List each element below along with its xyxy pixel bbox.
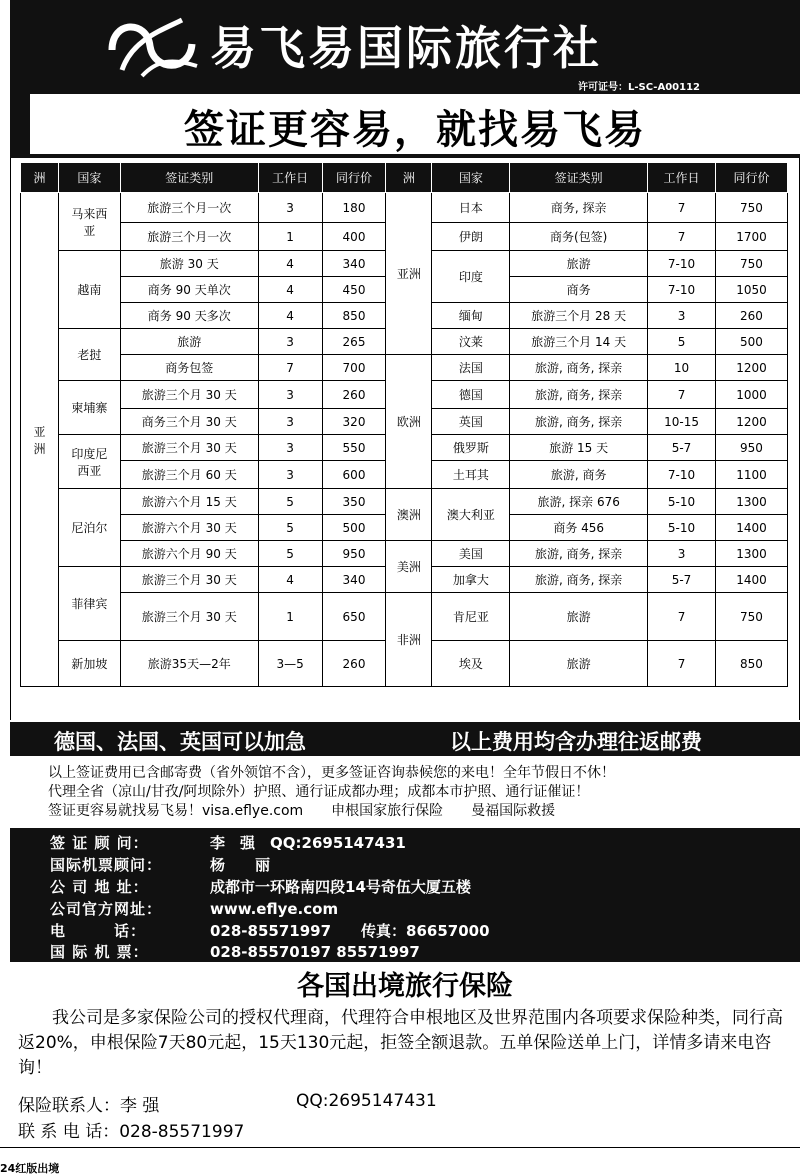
header-cell: 洲 [386, 163, 432, 193]
price-cell: 1300 [715, 541, 787, 567]
workdays-cell: 10 [648, 355, 716, 381]
visa-type-cell: 旅游35天—2年 [120, 641, 258, 687]
visa-type-cell: 旅游三个月 30 天 [120, 435, 258, 461]
workdays-cell: 5-7 [648, 435, 716, 461]
continent-cell: 美洲 [386, 541, 432, 593]
note-line: 代理全省（凉山/甘孜/阿坝除外）护照、通行证成都办理；成都本市护照、通行证催证！ [48, 784, 590, 800]
table-row [21, 541, 788, 567]
price-cell: 400 [322, 223, 386, 251]
workdays-cell: 7-10 [648, 461, 716, 489]
country-cell: 肯尼亚 [432, 593, 510, 641]
price-cell: 950 [715, 435, 787, 461]
workdays-cell: 5 [258, 489, 322, 515]
contact-row [50, 876, 471, 897]
price-cell: 450 [322, 277, 386, 303]
price-cell: 550 [322, 435, 386, 461]
country-cell: 马来西 亚 [58, 193, 120, 251]
contact-value: 028-85571997 传真：86657000 [210, 922, 490, 940]
country-cell: 菲律宾 [58, 567, 120, 641]
workdays-cell: 7 [648, 381, 716, 409]
workdays-cell: 3 [648, 303, 716, 329]
visa-type-cell: 旅游 30 天 [120, 251, 258, 277]
workdays-cell: 3 [258, 409, 322, 435]
workdays-cell: 10-15 [648, 409, 716, 435]
table-row [21, 593, 788, 641]
continent-cell: 欧洲 [386, 355, 432, 489]
contact-panel [10, 828, 800, 962]
country-cell: 印度尼 西亚 [58, 435, 120, 489]
visa-type-cell: 商务 456 [510, 515, 648, 541]
price-cell: 1300 [715, 489, 787, 515]
visa-type-cell: 旅游, 商务, 探亲 [510, 381, 648, 409]
continent-cell: 非洲 [386, 593, 432, 687]
workdays-cell: 5 [258, 541, 322, 567]
price-cell: 750 [715, 193, 787, 223]
header-cell: 工作日 [258, 163, 322, 193]
header-cell: 同行价 [322, 163, 386, 193]
visa-type-cell: 旅游, 商务, 探亲 [510, 567, 648, 593]
visa-type-cell: 商务 [510, 277, 648, 303]
workdays-cell: 7-10 [648, 251, 716, 277]
visa-type-cell: 旅游 [120, 329, 258, 355]
slogan: 签证更容易，就找易飞易 [184, 107, 646, 153]
contact-label: 电 话： [50, 922, 147, 940]
visa-type-cell: 旅游三个月 60 天 [120, 461, 258, 489]
price-cell: 700 [322, 355, 386, 381]
insurance-phone: 联 系 电 话：028-85571997 [18, 1122, 245, 1142]
price-cell: 340 [322, 567, 386, 593]
price-cell: 340 [322, 251, 386, 277]
table-row [21, 489, 788, 515]
visa-type-cell: 旅游, 商务, 探亲 [510, 355, 648, 381]
price-cell: 1400 [715, 567, 787, 593]
country-cell: 老挝 [58, 329, 120, 381]
contact-value: 028-85570197 85571997 [210, 943, 420, 961]
note-line: 以上签证费用已含邮寄费（省外领馆不含），更多签证咨询恭候您的来电！全年节假日不休！ [48, 765, 615, 781]
price-cell: 320 [322, 409, 386, 435]
visa-type-cell: 旅游六个月 90 天 [120, 541, 258, 567]
price-cell: 1000 [715, 381, 787, 409]
country-cell: 德国 [432, 381, 510, 409]
workdays-cell: 3 [258, 381, 322, 409]
visa-type-cell: 旅游, 商务, 探亲 [510, 409, 648, 435]
workdays-cell: 7-10 [648, 277, 716, 303]
workdays-cell: 4 [258, 303, 322, 329]
visa-type-cell: 旅游三个月一次 [120, 193, 258, 223]
country-cell: 英国 [432, 409, 510, 435]
contact-row [50, 920, 490, 941]
header-cell: 签证类别 [120, 163, 258, 193]
visa-type-cell: 旅游三个月 30 天 [120, 567, 258, 593]
visa-type-cell: 旅游 [510, 251, 648, 277]
contact-label: 公 司 地 址： [50, 878, 149, 896]
workdays-cell: 5 [648, 329, 716, 355]
price-cell: 650 [322, 593, 386, 641]
workdays-cell: 5-7 [648, 567, 716, 593]
contact-value: 成都市一环路南四段14号奇伍大厦五楼 [210, 878, 471, 896]
visa-type-cell: 旅游三个月 30 天 [120, 381, 258, 409]
price-cell: 260 [322, 381, 386, 409]
workdays-cell: 3 [648, 541, 716, 567]
workdays-cell: 3—5 [258, 641, 322, 687]
workdays-cell: 7 [258, 355, 322, 381]
country-cell: 土耳其 [432, 461, 510, 489]
insurance-title: 各国出境旅行保险 [297, 971, 513, 1002]
visa-type-cell: 商务 90 天多次 [120, 303, 258, 329]
price-cell: 750 [715, 251, 787, 277]
visa-type-cell: 旅游 [510, 593, 648, 641]
price-cell: 850 [322, 303, 386, 329]
visa-type-cell: 商务包签 [120, 355, 258, 381]
visa-type-cell: 商务, 探亲 [510, 193, 648, 223]
country-cell: 法国 [432, 355, 510, 381]
price-cell: 500 [322, 515, 386, 541]
country-cell: 缅甸 [432, 303, 510, 329]
insurance-text: 我公司是多家保险公司的授权代理商，代理符合申根地区及世界范围内各项要求保险种类，同行高返20%，申根保险7天80元起，15天130元起，拒签全额退款。五单保险送单上门，详情多请来电咨询！ [18, 1008, 783, 1078]
license-number: 许可证号：L-SC-A00112 [578, 82, 700, 93]
contact-row [50, 854, 270, 875]
insurance-contact: 保险联系人：李 强 [18, 1096, 160, 1116]
visa-type-cell: 旅游, 商务 [510, 461, 648, 489]
visa-type-cell: 旅游, 商务, 探亲 [510, 541, 648, 567]
country-cell: 伊朗 [432, 223, 510, 251]
visa-price-table [20, 162, 788, 687]
price-cell: 260 [322, 641, 386, 687]
workdays-cell: 1 [258, 593, 322, 641]
contact-value: 杨 丽 [210, 856, 271, 874]
price-cell: 260 [715, 303, 787, 329]
continent-cell: 亚洲 [386, 193, 432, 355]
visa-type-cell: 旅游三个月 30 天 [120, 593, 258, 641]
price-cell: 180 [322, 193, 386, 223]
continent-cell: 澳洲 [386, 489, 432, 541]
price-cell: 1050 [715, 277, 787, 303]
workdays-cell: 3 [258, 461, 322, 489]
visa-type-cell: 旅游三个月 28 天 [510, 303, 648, 329]
table-header-row [21, 163, 788, 193]
contact-label: 国 际 机 票： [50, 943, 149, 961]
workdays-cell: 7 [648, 593, 716, 641]
price-cell: 600 [322, 461, 386, 489]
country-cell: 印度 [432, 251, 510, 303]
table-row [21, 193, 788, 223]
visa-type-cell: 旅游六个月 30 天 [120, 515, 258, 541]
country-cell: 尼泊尔 [58, 489, 120, 567]
country-cell: 美国 [432, 541, 510, 567]
contact-value: www.eflye.com [210, 900, 339, 918]
page-tag: 24红版出境 [0, 1162, 60, 1175]
header-cell: 签证类别 [510, 163, 648, 193]
contact-row [50, 941, 420, 962]
contact-label: 签 证 顾 问： [50, 834, 149, 852]
workdays-cell: 5 [258, 515, 322, 541]
visa-type-cell: 旅游 15 天 [510, 435, 648, 461]
country-cell: 澳大利亚 [432, 489, 510, 541]
price-cell: 1200 [715, 355, 787, 381]
workdays-cell: 3 [258, 329, 322, 355]
workdays-cell: 7 [648, 641, 716, 687]
price-cell: 750 [715, 593, 787, 641]
header-banner [10, 0, 800, 158]
country-cell: 越南 [58, 251, 120, 329]
insurance-body [18, 1006, 798, 1081]
contact-value: 李 强 QQ:2695147431 [210, 834, 406, 852]
table-row [21, 355, 788, 381]
note-line: 签证更容易就找易飞易！visa.eflye.com 申根国家旅行保险 曼福国际救援 [48, 803, 556, 819]
workdays-cell: 7 [648, 193, 716, 223]
header-cell: 国家 [432, 163, 510, 193]
workdays-cell: 3 [258, 193, 322, 223]
price-cell: 500 [715, 329, 787, 355]
visa-type-cell: 商务(包签) [510, 223, 648, 251]
country-cell: 柬埔寨 [58, 381, 120, 435]
workdays-cell: 4 [258, 277, 322, 303]
visa-type-cell: 旅游, 探亲 676 [510, 489, 648, 515]
workdays-cell: 5-10 [648, 489, 716, 515]
visa-type-cell: 旅游六个月 15 天 [120, 489, 258, 515]
price-cell: 1200 [715, 409, 787, 435]
workdays-cell: 4 [258, 251, 322, 277]
price-cell: 1700 [715, 223, 787, 251]
price-cell: 950 [322, 541, 386, 567]
price-cell: 850 [715, 641, 787, 687]
header-cell: 同行价 [715, 163, 787, 193]
header-cell: 洲 [21, 163, 59, 193]
workdays-cell: 4 [258, 567, 322, 593]
workdays-cell: 7 [648, 223, 716, 251]
insurance-contact-row [18, 1091, 437, 1116]
slogan-band [30, 94, 800, 154]
visa-type-cell: 旅游三个月 14 天 [510, 329, 648, 355]
postage-notice: 以上费用均含办理往返邮费 [450, 730, 702, 754]
contact-row [50, 832, 406, 853]
country-cell: 新加坡 [58, 641, 120, 687]
brand-name: 易飞易国际旅行社 [210, 21, 602, 75]
country-cell: 加拿大 [432, 567, 510, 593]
visa-type-cell: 旅游三个月一次 [120, 223, 258, 251]
workdays-cell: 5-10 [648, 515, 716, 541]
visa-type-cell: 商务 90 天单次 [120, 277, 258, 303]
visa-type-cell: 商务三个月 30 天 [120, 409, 258, 435]
country-cell: 埃及 [432, 641, 510, 687]
header-cell: 国家 [58, 163, 120, 193]
header-cell: 工作日 [648, 163, 716, 193]
insurance-qq: QQ:2695147431 [296, 1091, 437, 1111]
footer-divider [0, 1147, 800, 1148]
price-cell: 1400 [715, 515, 787, 541]
continent-cell: 亚 洲 [21, 193, 59, 687]
price-cell: 350 [322, 489, 386, 515]
visa-type-cell: 旅游 [510, 641, 648, 687]
notes-block [48, 764, 615, 821]
country-cell: 俄罗斯 [432, 435, 510, 461]
country-cell: 日本 [432, 193, 510, 223]
contact-row [50, 898, 338, 919]
notice-band [10, 722, 800, 756]
country-cell: 汶莱 [432, 329, 510, 355]
express-notice: 德国、法国、英国可以加急 [54, 730, 306, 754]
contact-label: 公司官方网址： [50, 900, 163, 918]
brand-logo-icon [102, 10, 202, 82]
workdays-cell: 3 [258, 435, 322, 461]
price-cell: 265 [322, 329, 386, 355]
workdays-cell: 1 [258, 223, 322, 251]
contact-label: 国际机票顾问： [50, 856, 163, 874]
price-cell: 1100 [715, 461, 787, 489]
